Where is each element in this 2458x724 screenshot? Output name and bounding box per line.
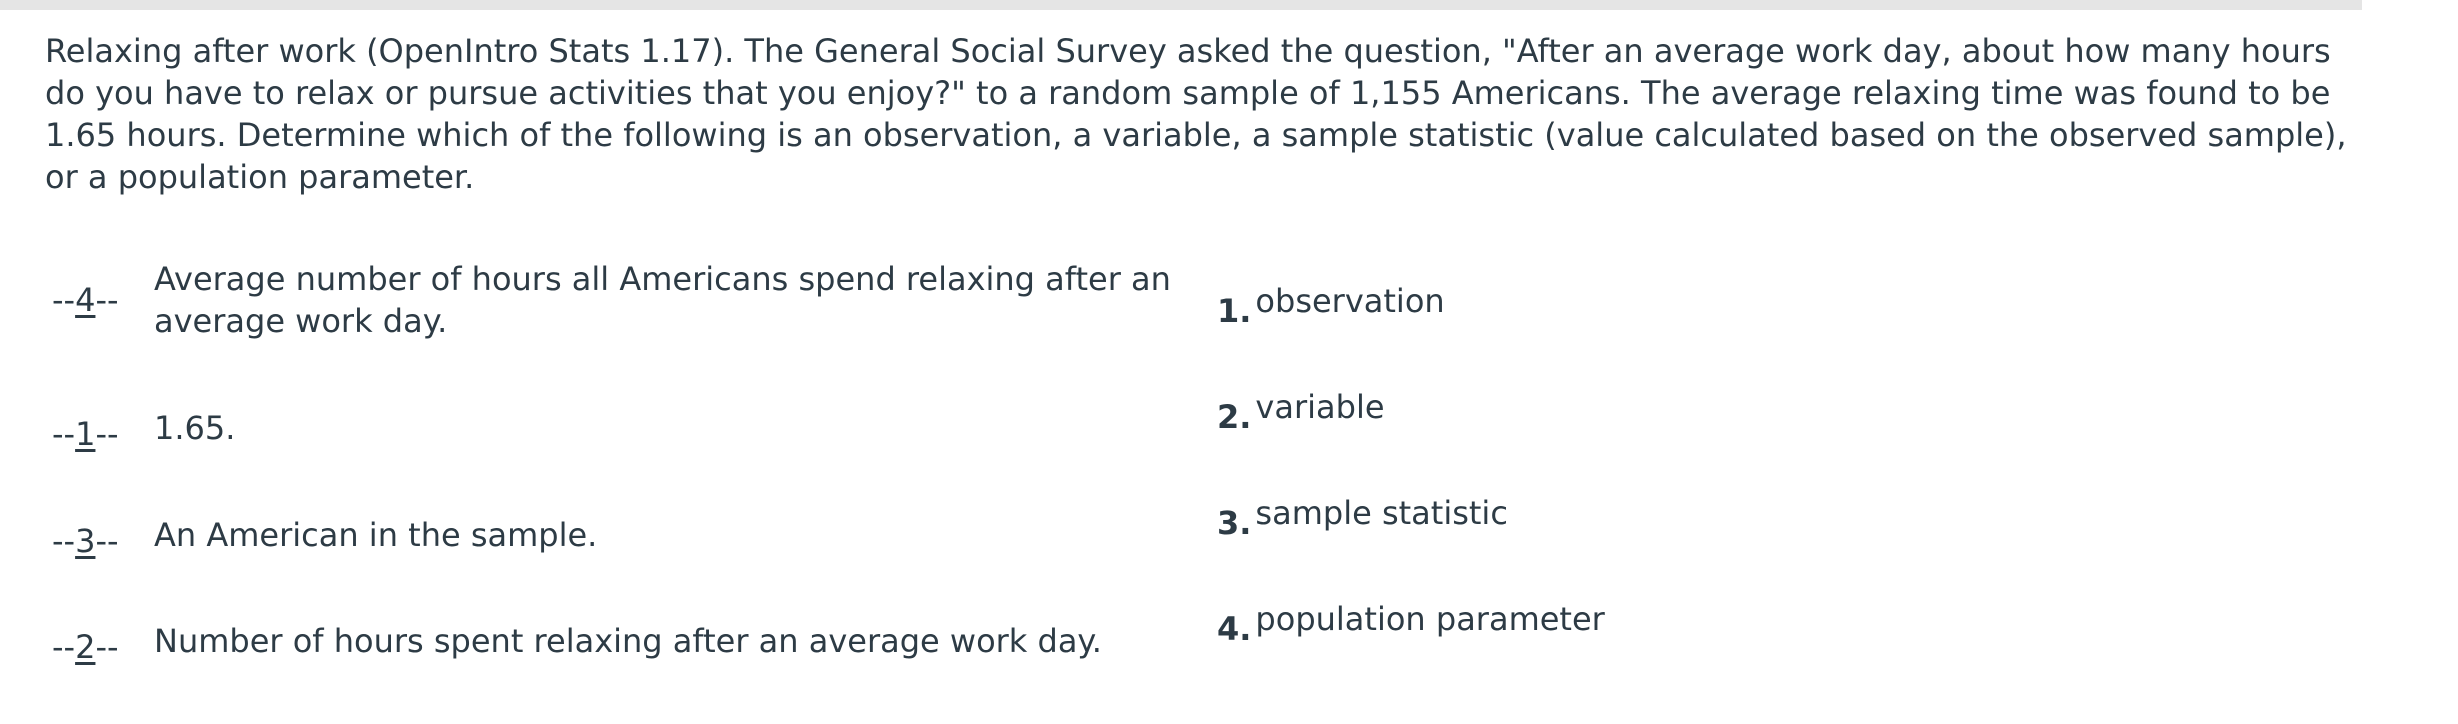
blank-dashes-left: -- bbox=[52, 522, 76, 560]
top-divider-bar bbox=[0, 0, 2362, 10]
match-row bbox=[52, 620, 1132, 710]
option-label: sample statistic bbox=[1255, 494, 1508, 532]
blank-dashes-left: -- bbox=[52, 415, 76, 453]
option-item bbox=[1217, 492, 1508, 542]
answer-blank[interactable] bbox=[52, 279, 142, 321]
answer-value: 3 bbox=[75, 522, 96, 560]
question-prompt: Relaxing after work (OpenIntro Stats 1.17). The General Social Survey asked the question, "After an average work day, about how many hours do you have to relax or pursue activities that you enjoy?" to a random sample of 1,155 Americans. The average relaxing time was found to be 1.65 hours. Determine which of the following is an observation, a variable, a sample statistic (value calculated based on the observed sample), or a population parameter. bbox=[45, 32, 2347, 196]
option-item bbox=[1217, 598, 1605, 648]
match-row bbox=[52, 407, 1132, 497]
option-label: variable bbox=[1255, 388, 1385, 426]
blank-dashes-left: -- bbox=[52, 628, 76, 666]
answer-value: 1 bbox=[75, 415, 96, 453]
blank-dashes-right: -- bbox=[95, 281, 119, 319]
blank-dashes-right: -- bbox=[95, 415, 119, 453]
option-item bbox=[1217, 280, 1445, 330]
option-item bbox=[1217, 386, 1385, 436]
answer-blank[interactable] bbox=[52, 626, 142, 668]
answer-blank[interactable] bbox=[52, 520, 142, 562]
answer-value: 2 bbox=[75, 628, 96, 666]
blank-dashes-right: -- bbox=[95, 628, 119, 666]
answer-value: 4 bbox=[75, 281, 96, 319]
match-statement: Number of hours spent relaxing after an average work day. bbox=[154, 622, 1102, 660]
blank-dashes-right: -- bbox=[95, 522, 119, 560]
option-number: 4. bbox=[1217, 610, 1252, 648]
option-label: observation bbox=[1255, 282, 1445, 320]
answer-blank[interactable] bbox=[52, 413, 142, 455]
blank-dashes-left: -- bbox=[52, 281, 76, 319]
option-number: 3. bbox=[1217, 504, 1252, 542]
match-statement: An American in the sample. bbox=[154, 516, 598, 554]
option-number: 1. bbox=[1217, 292, 1252, 330]
match-statement: Average number of hours all Americans spend relaxing after an average work day. bbox=[154, 260, 1171, 340]
option-number: 2. bbox=[1217, 398, 1252, 436]
match-statement: 1.65. bbox=[154, 409, 236, 447]
match-row bbox=[52, 258, 1171, 348]
match-row bbox=[52, 514, 1132, 604]
option-label: population parameter bbox=[1255, 600, 1605, 638]
